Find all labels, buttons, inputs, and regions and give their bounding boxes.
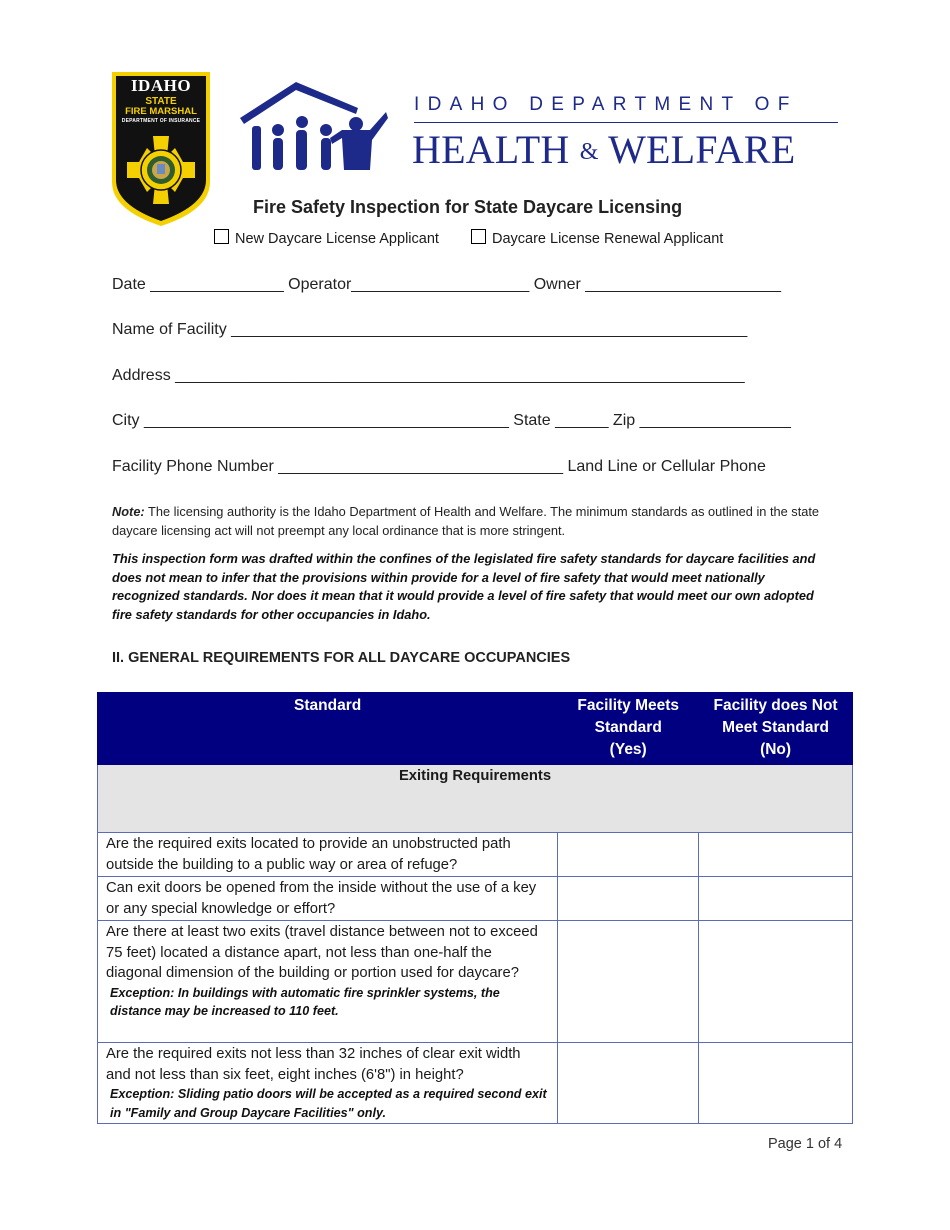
page-number: Page 1 of 4 — [768, 1136, 843, 1152]
agency-name-line2 — [412, 126, 795, 173]
no-cell[interactable] — [699, 877, 853, 921]
table-row — [98, 921, 853, 1043]
form-title: Fire Safety Inspection for State Daycare Licensing — [253, 197, 683, 217]
exception-text: Exception: Sliding patio doors will be accepted as a required second exit in "Family and Group Daycare Facilities" only. — [110, 1087, 547, 1120]
agency-health: HEALTH — [412, 127, 570, 172]
licensing-note — [112, 502, 832, 540]
table-row — [98, 877, 853, 921]
group-row-exiting — [98, 765, 853, 833]
agency-ampersand: & — [579, 139, 599, 165]
no-cell[interactable] — [699, 1043, 853, 1124]
renewal-applicant-label: Daycare License Renewal Applicant — [492, 231, 724, 247]
no-cell[interactable] — [699, 921, 853, 1043]
agency-welfare: WELFARE — [608, 127, 796, 172]
question-text: Are the required exits not less than 32 inches of clear exit width and not less than six feet, eight inches (6'8") in height? — [106, 1046, 521, 1083]
question-text: Are there at least two exits (travel distance between not to exceed 75 feet) located a distance apart, not less than one-half the diagonal dimension of the building or portion used for daycare? — [106, 924, 538, 981]
note-text: The licensing authority is the Idaho Department of Health and Welfare. The minimum standards as outlined in the state daycare licensing act will not preempt any local ordinance that is more stringent. — [112, 504, 820, 538]
section-heading: II. GENERAL REQUIREMENTS FOR ALL DAYCARE OCCUPANCIES — [112, 650, 571, 666]
renewal-applicant-checkbox[interactable] — [471, 229, 486, 244]
group-label: Exiting Requirements — [98, 765, 853, 833]
agency-name-line1: IDAHO DEPARTMENT OF — [414, 94, 798, 115]
agency-divider — [414, 122, 838, 123]
facility-name-field-row[interactable]: Name of Facility __________________________________________________________ — [112, 321, 748, 338]
badge-title: IDAHO — [130, 76, 192, 95]
disclaimer-text: This inspection form was drafted within the confines of the legislated fire safety standards for daycare facilities and does not mean to infer that the provisions within provide for a level of fire safety that would meet nationally recognized standards. Nor does it mean that it would provide a level of fire safety that would meet our own adopted fire safety standards for other occupancies in Idaho. — [112, 551, 816, 623]
new-applicant-label: New Daycare License Applicant — [235, 231, 439, 247]
new-applicant-option[interactable] — [214, 229, 439, 247]
renewal-applicant-option[interactable] — [471, 229, 723, 247]
city-state-zip-field-row[interactable]: City _________________________________________ State ______ Zip _________________ — [112, 412, 791, 429]
header-standard: Standard — [98, 693, 558, 765]
badge-line-state: STATE — [145, 96, 177, 107]
facility-phone-field-row[interactable]: Facility Phone Number ________________________________ Land Line or Cellular Phone — [112, 458, 766, 475]
badge-line-fire-marshal: FIRE MARSHAL — [125, 106, 197, 117]
yes-cell[interactable] — [558, 877, 699, 921]
fire-marshal-badge-logo — [108, 70, 214, 228]
exception-text: Exception: In buildings with automatic fire sprinkler systems, the distance may be increased to 110 feet. — [110, 985, 500, 1018]
yes-cell[interactable] — [558, 921, 699, 1043]
standard-question: Can exit doors be opened from the inside without the use of a key or any special knowledge or effort? — [98, 877, 558, 921]
yes-cell[interactable] — [558, 833, 699, 877]
health-welfare-house-logo-icon — [238, 78, 388, 178]
date-operator-owner-field-row[interactable]: Date _______________ Operator____________________ Owner ______________________ — [112, 276, 782, 293]
table-row — [98, 833, 853, 877]
requirements-table — [97, 692, 853, 1124]
header-meets-standard: Facility Meets Standard (Yes) — [558, 693, 699, 765]
yes-cell[interactable] — [558, 1043, 699, 1124]
standard-question — [98, 1043, 558, 1124]
header-does-not-meet-standard: Facility does Not Meet Standard (No) — [699, 693, 853, 765]
no-cell[interactable] — [699, 833, 853, 877]
standard-question: Are the required exits located to provide an unobstructed path outside the building to a public way or area of refuge? — [98, 833, 558, 877]
new-applicant-checkbox[interactable] — [214, 229, 229, 244]
standard-question — [98, 921, 558, 1043]
table-row — [98, 1043, 853, 1124]
badge-line-department: DEPARTMENT OF INSURANCE — [121, 118, 201, 124]
table-header-row — [98, 693, 853, 765]
address-field-row[interactable]: Address ________________________________________________________________ — [112, 367, 745, 384]
note-label: Note: — [112, 504, 145, 519]
